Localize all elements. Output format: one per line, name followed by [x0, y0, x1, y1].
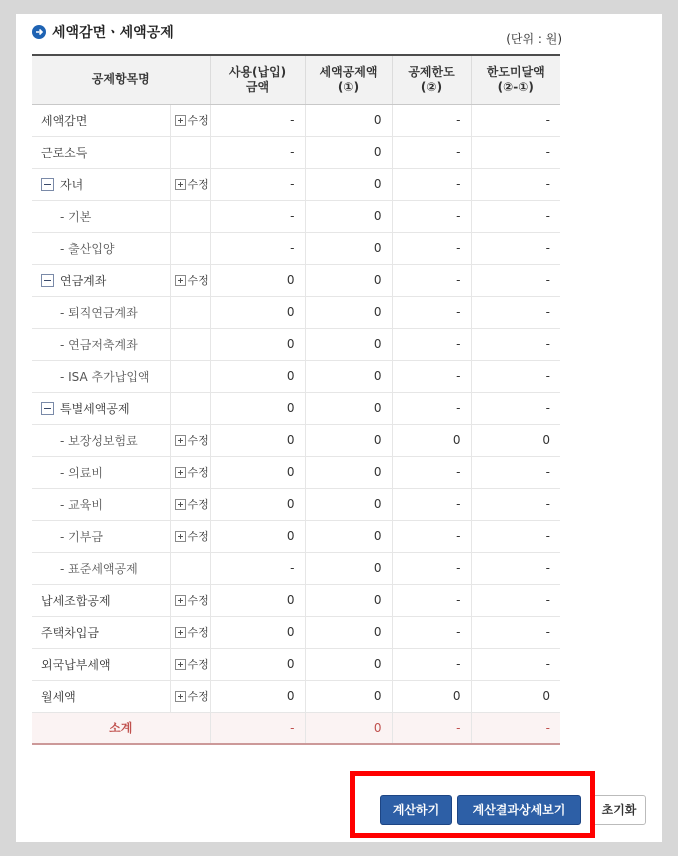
row-label: 월세액	[32, 680, 170, 712]
table-row	[32, 584, 560, 616]
limit-cell: -	[392, 488, 471, 520]
usage-cell: 0	[210, 488, 305, 520]
limit-cell: -	[392, 392, 471, 424]
limit-cell: -	[392, 328, 471, 360]
limit-cell: -	[392, 232, 471, 264]
table-row	[32, 200, 560, 232]
shortfall-cell: -	[471, 488, 560, 520]
deduction-cell: 0	[305, 488, 392, 520]
shortfall-cell: 0	[471, 680, 560, 712]
section-title: 세액감면ㆍ세액공제	[52, 25, 174, 41]
edit-button[interactable]: 수정	[175, 658, 209, 671]
table-row	[32, 168, 560, 200]
table-row	[32, 328, 560, 360]
plus-icon	[175, 531, 186, 542]
row-label: - 기부금	[32, 520, 170, 552]
section-header	[32, 22, 562, 52]
edit-button[interactable]: 수정	[175, 498, 209, 511]
collapse-toggle[interactable]	[41, 178, 54, 191]
deduction-cell: 0	[305, 424, 392, 456]
shortfall-cell: 0	[471, 424, 560, 456]
shortfall-cell: -	[471, 328, 560, 360]
shortfall-cell: -	[471, 520, 560, 552]
collapse-toggle[interactable]	[41, 274, 54, 287]
limit-cell: -	[392, 104, 471, 136]
row-label: - 표준세액공제	[32, 552, 170, 584]
shortfall-cell: -	[471, 200, 560, 232]
table-row	[32, 648, 560, 680]
table-row	[32, 232, 560, 264]
limit-cell: -	[392, 616, 471, 648]
edit-button[interactable]: 수정	[175, 434, 209, 447]
limit-cell: -	[392, 264, 471, 296]
row-label: 주택차입금	[32, 616, 170, 648]
deduction-cell: 0	[305, 328, 392, 360]
limit-cell: -	[392, 296, 471, 328]
table-row	[32, 552, 560, 584]
usage-cell: 0	[210, 616, 305, 648]
plus-icon	[175, 179, 186, 190]
limit-cell: -	[392, 648, 471, 680]
row-label: 특별세액공제	[60, 401, 130, 416]
usage-cell: -	[210, 552, 305, 584]
deduction-cell: 0	[305, 456, 392, 488]
row-label: 연금계좌	[60, 273, 107, 288]
deduction-cell: 0	[305, 232, 392, 264]
usage-cell: 0	[210, 456, 305, 488]
shortfall-cell: -	[471, 136, 560, 168]
reset-button[interactable]: 초기화	[592, 795, 646, 825]
deduction-table	[32, 54, 560, 745]
shortfall-cell: -	[471, 264, 560, 296]
deduction-panel	[16, 14, 662, 842]
usage-cell: -	[210, 232, 305, 264]
limit-cell: -	[392, 456, 471, 488]
row-label: 근로소득	[32, 136, 170, 168]
row-label: 납세조합공제	[32, 584, 170, 616]
calculate-button[interactable]: 계산하기	[380, 795, 452, 825]
limit-cell: -	[392, 552, 471, 584]
limit-cell: 0	[392, 424, 471, 456]
table-row	[32, 520, 560, 552]
view-details-button[interactable]: 계산결과상세보기	[457, 795, 581, 825]
plus-icon	[175, 467, 186, 478]
highlight-box	[350, 771, 595, 838]
table-row	[32, 424, 560, 456]
edit-button[interactable]: 수정	[175, 690, 209, 703]
header-deduction: 세액공제액 (①)	[305, 55, 392, 104]
row-label: 세액감면	[32, 104, 170, 136]
table-row	[32, 360, 560, 392]
edit-button[interactable]: 수정	[175, 274, 209, 287]
usage-cell: 0	[210, 520, 305, 552]
row-label: - ISA 추가납입액	[32, 360, 170, 392]
deduction-cell: 0	[305, 200, 392, 232]
deduction-cell: 0	[305, 168, 392, 200]
deduction-cell: 0	[305, 136, 392, 168]
limit-cell: 0	[392, 680, 471, 712]
deduction-cell: 0	[305, 104, 392, 136]
shortfall-cell: -	[471, 456, 560, 488]
usage-cell: -	[210, 136, 305, 168]
subtotal-deduction: 0	[305, 712, 392, 744]
deduction-cell: 0	[305, 360, 392, 392]
row-label: 자녀	[60, 177, 84, 192]
deduction-cell: 0	[305, 680, 392, 712]
limit-cell: -	[392, 584, 471, 616]
table-row	[32, 296, 560, 328]
shortfall-cell: -	[471, 648, 560, 680]
shortfall-cell: -	[471, 584, 560, 616]
table-row	[32, 136, 560, 168]
table-row	[32, 392, 560, 424]
table-row	[32, 456, 560, 488]
subtotal-label: 소계	[32, 712, 210, 744]
plus-icon	[175, 275, 186, 286]
shortfall-cell: -	[471, 232, 560, 264]
shortfall-cell: -	[471, 392, 560, 424]
limit-cell: -	[392, 200, 471, 232]
shortfall-cell: -	[471, 104, 560, 136]
deduction-cell: 0	[305, 584, 392, 616]
plus-icon	[175, 499, 186, 510]
limit-cell: -	[392, 168, 471, 200]
subtotal-row	[32, 712, 560, 744]
header-shortfall: 한도미달액 (②-①)	[471, 55, 560, 104]
table-row	[32, 680, 560, 712]
header-usage: 사용(납입) 금액	[210, 55, 305, 104]
subtotal-limit: -	[392, 712, 471, 744]
deduction-cell: 0	[305, 296, 392, 328]
header-item: 공제항목명	[32, 55, 210, 104]
usage-cell: 0	[210, 584, 305, 616]
plus-icon	[175, 627, 186, 638]
edit-button[interactable]: 수정	[175, 466, 209, 479]
usage-cell: 0	[210, 264, 305, 296]
edit-button[interactable]: 수정	[175, 178, 209, 191]
edit-button[interactable]: 수정	[175, 114, 209, 127]
usage-cell: -	[210, 200, 305, 232]
header-limit: 공제한도 (②)	[392, 55, 471, 104]
deduction-cell: 0	[305, 392, 392, 424]
table-row	[32, 616, 560, 648]
shortfall-cell: -	[471, 168, 560, 200]
usage-cell: 0	[210, 360, 305, 392]
shortfall-cell: -	[471, 552, 560, 584]
row-label: 외국납부세액	[32, 648, 170, 680]
table-row	[32, 264, 560, 296]
usage-cell: 0	[210, 328, 305, 360]
shortfall-cell: -	[471, 360, 560, 392]
usage-cell: -	[210, 168, 305, 200]
limit-cell: -	[392, 520, 471, 552]
collapse-toggle[interactable]	[41, 402, 54, 415]
deduction-cell: 0	[305, 552, 392, 584]
usage-cell: 0	[210, 424, 305, 456]
deduction-cell: 0	[305, 520, 392, 552]
plus-icon	[175, 595, 186, 606]
row-label: - 교육비	[32, 488, 170, 520]
row-label: - 보장성보험료	[32, 424, 170, 456]
edit-button[interactable]: 수정	[175, 530, 209, 543]
table-row	[32, 488, 560, 520]
plus-icon	[175, 435, 186, 446]
row-label: - 연금저축계좌	[32, 328, 170, 360]
unit-label: (단위 : 원)	[506, 32, 562, 46]
edit-button[interactable]: 수정	[175, 626, 209, 639]
limit-cell: -	[392, 360, 471, 392]
deduction-cell: 0	[305, 264, 392, 296]
deduction-cell: 0	[305, 616, 392, 648]
deduction-cell: 0	[305, 648, 392, 680]
row-label: - 기본	[32, 200, 170, 232]
usage-cell: 0	[210, 680, 305, 712]
table-header-row	[32, 55, 560, 104]
usage-cell: -	[210, 104, 305, 136]
row-label: - 퇴직연금계좌	[32, 296, 170, 328]
plus-icon	[175, 659, 186, 670]
row-label: - 출산입양	[32, 232, 170, 264]
plus-icon	[175, 691, 186, 702]
table-row	[32, 104, 560, 136]
usage-cell: 0	[210, 296, 305, 328]
limit-cell: -	[392, 136, 471, 168]
subtotal-usage: -	[210, 712, 305, 744]
edit-button[interactable]: 수정	[175, 594, 209, 607]
arrow-right-icon	[32, 25, 46, 39]
subtotal-shortfall: -	[471, 712, 560, 744]
usage-cell: 0	[210, 392, 305, 424]
usage-cell: 0	[210, 648, 305, 680]
shortfall-cell: -	[471, 616, 560, 648]
plus-icon	[175, 115, 186, 126]
shortfall-cell: -	[471, 296, 560, 328]
row-label: - 의료비	[32, 456, 170, 488]
